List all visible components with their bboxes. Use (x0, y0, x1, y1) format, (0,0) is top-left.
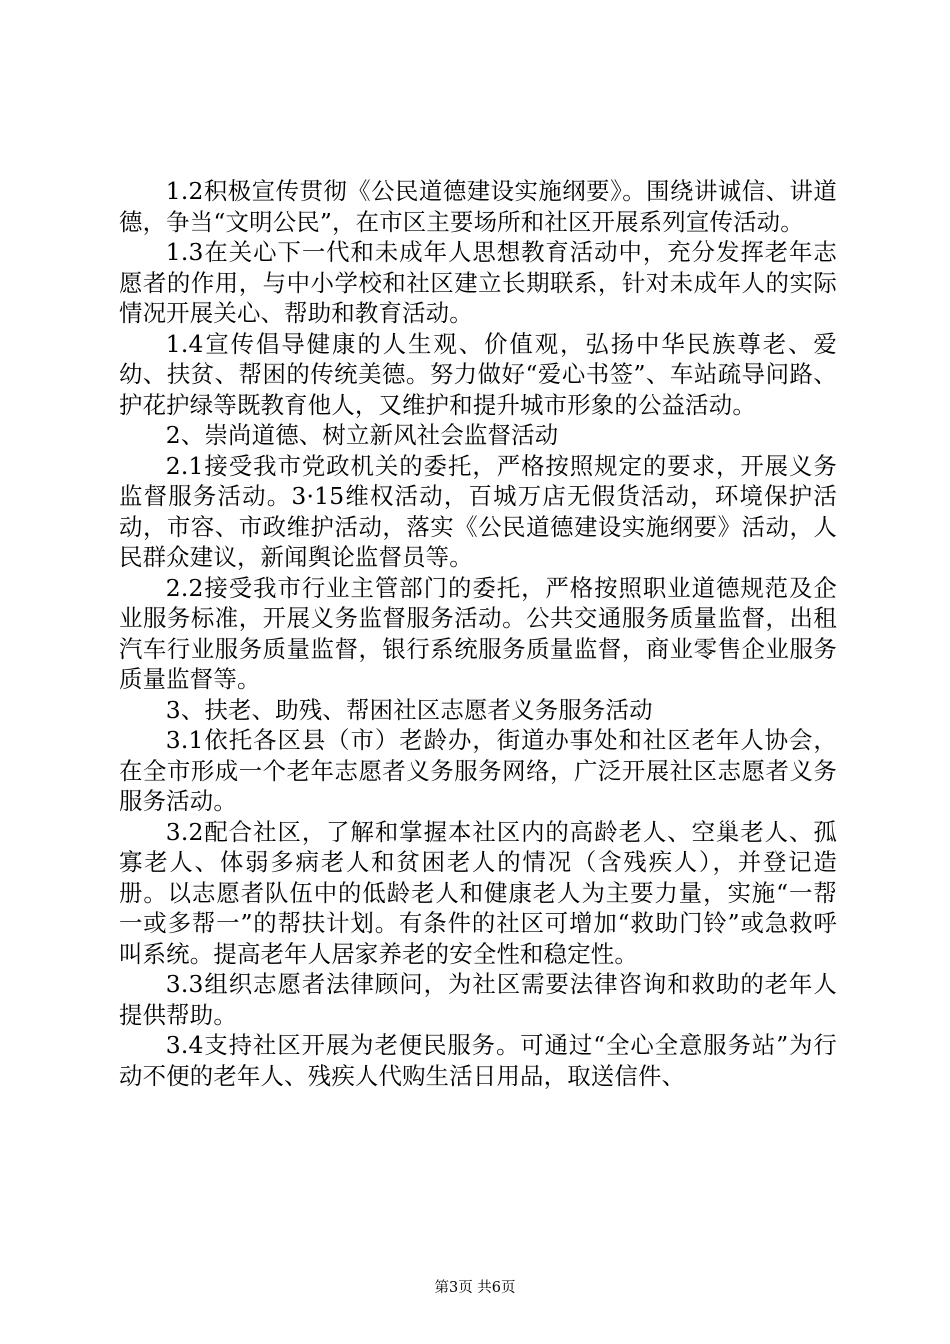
section-heading-3: 3、扶老、助残、帮困社区志愿者义务服务活动 (165, 695, 653, 724)
paragraph-1-2: 1.2积极宣传贯彻《公民道德建设实施纲要》。围绕讲诚信、讲道德，争当“文明公民”，在市区主要场所和社区开展系列宣传活动。 (119, 177, 837, 236)
paragraph-3-4: 3.4支持社区开展为老便民服务。可通过“全心全意服务站”为行动不便的老年人、残疾人代购生活日用品，取送信件、 (119, 1031, 837, 1090)
paragraph-3-2: 3.2配合社区，了解和掌握本社区内的高龄老人、空巢老人、孤寡老人、体弱多病老人和贫困老人的情况（含残疾人），并登记造册。以志愿者队伍中的低龄老人和健康老人为主要力量，实施“一帮一或多帮一”的帮扶计划。有条件的社区可增加“救助门铃”或急救呼叫系统。提高老年人居家养老的安全性和稳定性。 (119, 817, 837, 968)
paragraph-3-1: 3.1依托各区县（市）老龄办，街道办事处和社区老年人协会，在全市形成一个老年志愿者义务服务网络，广泛开展社区志愿者义务服务活动。 (119, 726, 837, 815)
document-body (119, 176, 837, 1091)
paragraph-1-3: 1.3在关心下一代和未成年人思想教育活动中，充分发挥老年志愿者的作用，与中小学校和社区建立长期联系，针对未成年人的实际情况开展关心、帮助和教育活动。 (119, 238, 837, 327)
page-number-footer: 第3页 共6页 (434, 1280, 516, 1296)
paragraph-3-3: 3.3组织志愿者法律顾问，为社区需要法律咨询和救助的老年人提供帮助。 (119, 970, 837, 1029)
paragraph-1-4: 1.4宣传倡导健康的人生观、价值观，弘扬中华民族尊老、爱幼、扶贫、帮困的传统美德。努力做好“爱心书签”、车站疏导问路、护花护绿等既教育他人，又维护和提升城市形象的公益活动。 (119, 329, 837, 419)
paragraph-2-2: 2.2接受我市行业主管部门的委托，严格按照职业道德规范及企业服务标准，开展义务监督服务活动。公共交通服务质量监督，出租汽车行业服务质量监督，银行系统服务质量监督，商业零售企业服务质量监督等。 (119, 573, 837, 693)
paragraph-2-1: 2.1接受我市党政机关的委托，严格按照规定的要求，开展义务监督服务活动。3·15维权活动，百城万店无假货活动，环境保护活动，市容、市政维护活动，落实《公民道德建设实施纲要》活动，人民群众建议，新闻舆论监督员等。 (119, 451, 837, 571)
section-heading-2: 2、崇尚道德、树立新风社会监督活动 (165, 421, 559, 449)
